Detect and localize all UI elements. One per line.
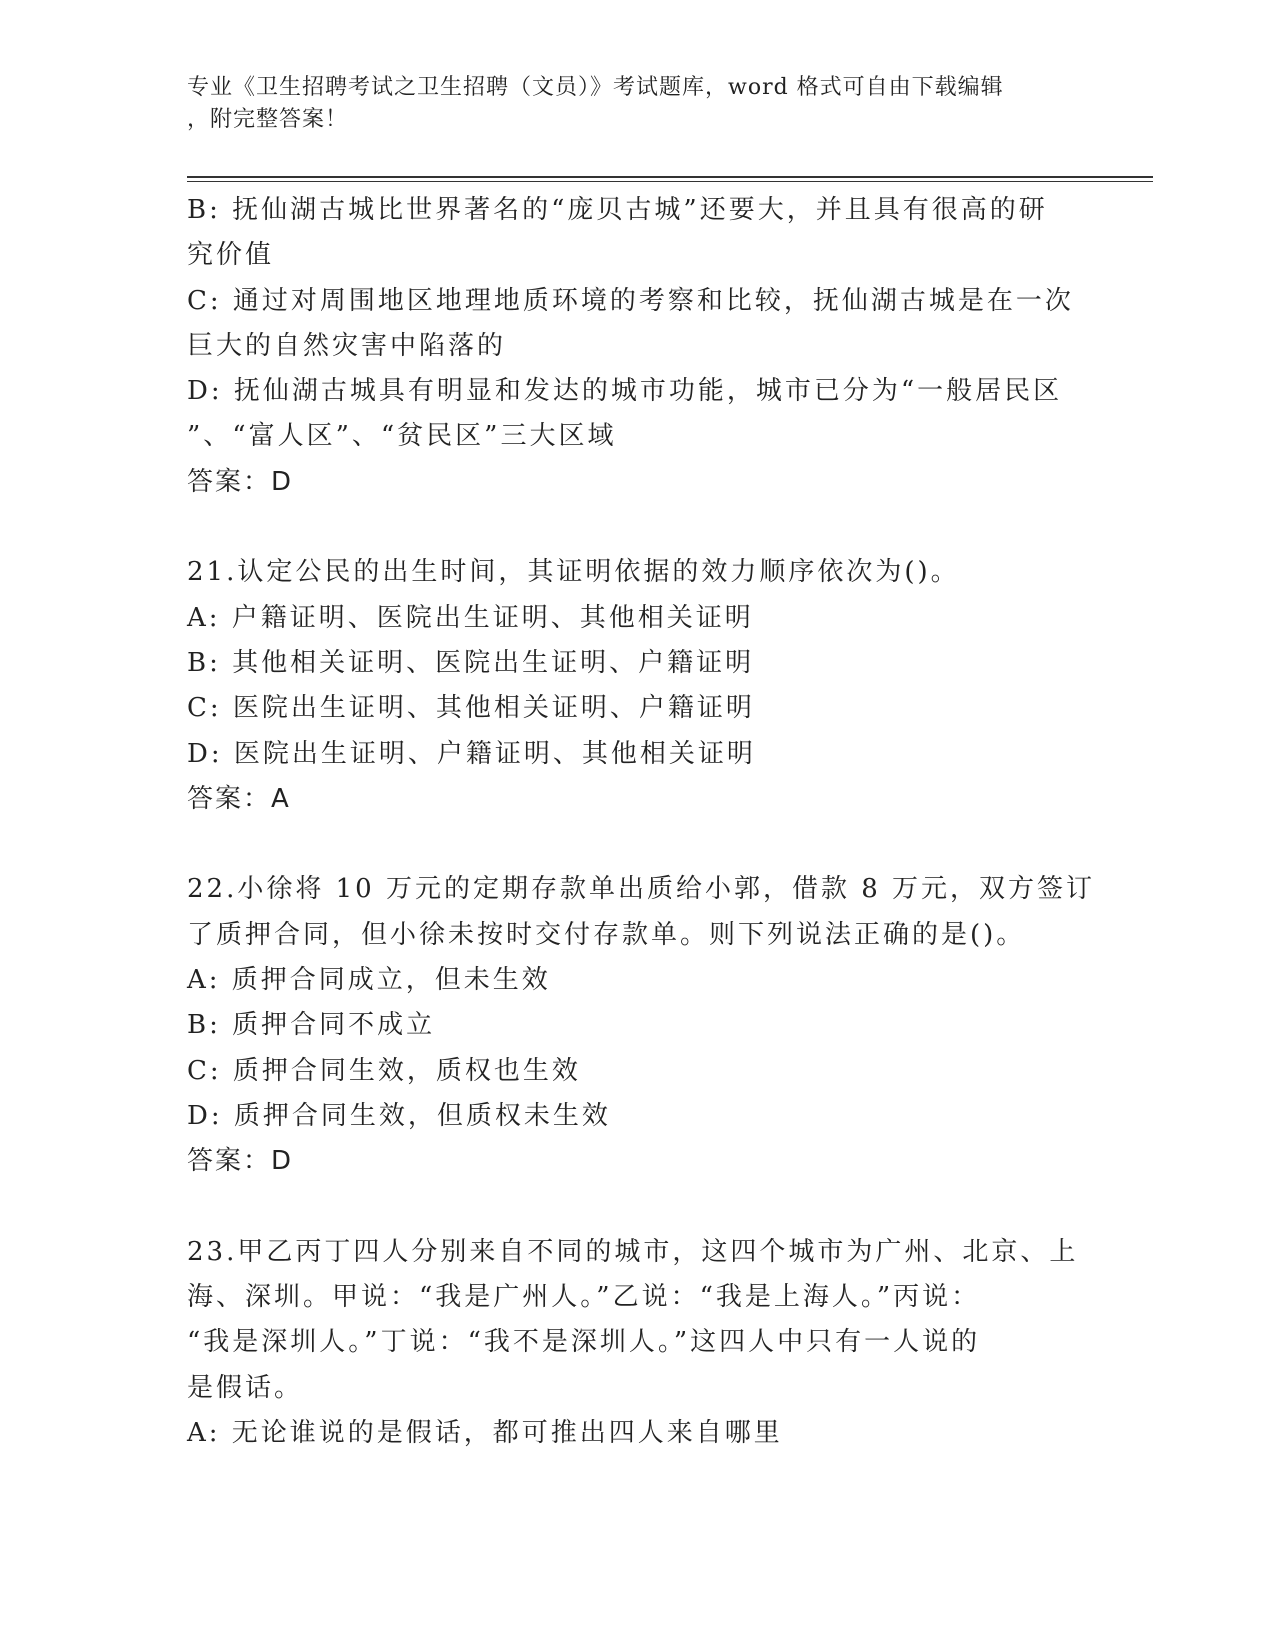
question-stem-line-1: 22.小徐将 10 万元的定期存款单出质给小郭，借款 8 万元，双方签订 xyxy=(187,874,1096,905)
option-c: C: 医院出生证明、其他相关证明、户籍证明 xyxy=(187,693,755,724)
option-b: B: 质押合同不成立 xyxy=(187,1010,436,1041)
option-c: C: 质押合同生效，质权也生效 xyxy=(187,1055,581,1086)
option-c-line-1: C: 通过对周围地区地理地质环境的考察和比较，抚仙湖古城是在一次 xyxy=(187,285,1074,316)
header-line-2: ，附完整答案！ xyxy=(187,107,349,132)
spacer xyxy=(187,505,1087,550)
question-content xyxy=(187,188,1096,1456)
option-c-line-2: 巨大的自然灾害中陷落的 xyxy=(187,330,507,361)
spacer xyxy=(187,1185,1087,1230)
question-stem-line-2: 了质押合同，但小徐未按时交付存款单。则下列说法正确的是()。 xyxy=(187,919,1026,950)
option-a: A: 质押合同成立，但未生效 xyxy=(187,965,551,996)
question-block-21 xyxy=(187,550,1087,822)
question-stem-line-3: “我是深圳人。”丁说：“我不是深圳人。”这四人中只有一人说的 xyxy=(187,1327,981,1358)
option-d-line-2: ”、“富人区”、“贫民区”三大区域 xyxy=(187,421,617,452)
answer-label: 答案：A xyxy=(187,783,291,814)
option-a: A: 户籍证明、医院出生证明、其他相关证明 xyxy=(187,602,754,633)
option-b-line-1: B: 抚仙湖古城比世界著名的“庞贝古城”还要大，并且具有很高的研 xyxy=(187,195,1048,225)
answer-label: 答案：D xyxy=(187,466,294,497)
question-block-22 xyxy=(187,867,1096,1184)
header-line-1: 专业《卫生招聘考试之卫生招聘（文员）》考试题库，word 格式可自由下载编辑 xyxy=(187,75,1004,100)
option-d: D: 质押合同生效，但质权未生效 xyxy=(187,1100,611,1131)
question-stem-line-2: 海、深圳。甲说：“我是广州人。”乙说：“我是上海人。”丙说： xyxy=(187,1282,981,1313)
option-d: D: 医院出生证明、户籍证明、其他相关证明 xyxy=(187,738,756,769)
header-divider-thick xyxy=(187,176,1153,178)
question-stem-line-1: 23.甲乙丙丁四人分别来自不同的城市，这四个城市为广州、北京、上 xyxy=(187,1236,1079,1267)
option-b-line-2: 究价值 xyxy=(187,240,275,271)
question-stem-line-4: 是假话。 xyxy=(187,1372,304,1403)
question-block-previous xyxy=(187,188,1087,505)
answer-label: 答案：D xyxy=(187,1146,294,1177)
question-stem: 21.认定公民的出生时间，其证明依据的效力顺序依次为()。 xyxy=(187,557,960,588)
option-d-line-1: D: 抚仙湖古城具有明显和发达的城市功能，城市已分为“一般居民区 xyxy=(187,376,1063,407)
document-header xyxy=(187,72,1067,136)
option-a: A: 无论谁说的是假话，都可推出四人来自哪里 xyxy=(187,1418,783,1449)
question-block-23 xyxy=(187,1230,1087,1456)
header-divider-thin xyxy=(187,181,1153,182)
option-b: B: 其他相关证明、医院出生证明、户籍证明 xyxy=(187,647,755,678)
spacer xyxy=(187,822,1087,867)
